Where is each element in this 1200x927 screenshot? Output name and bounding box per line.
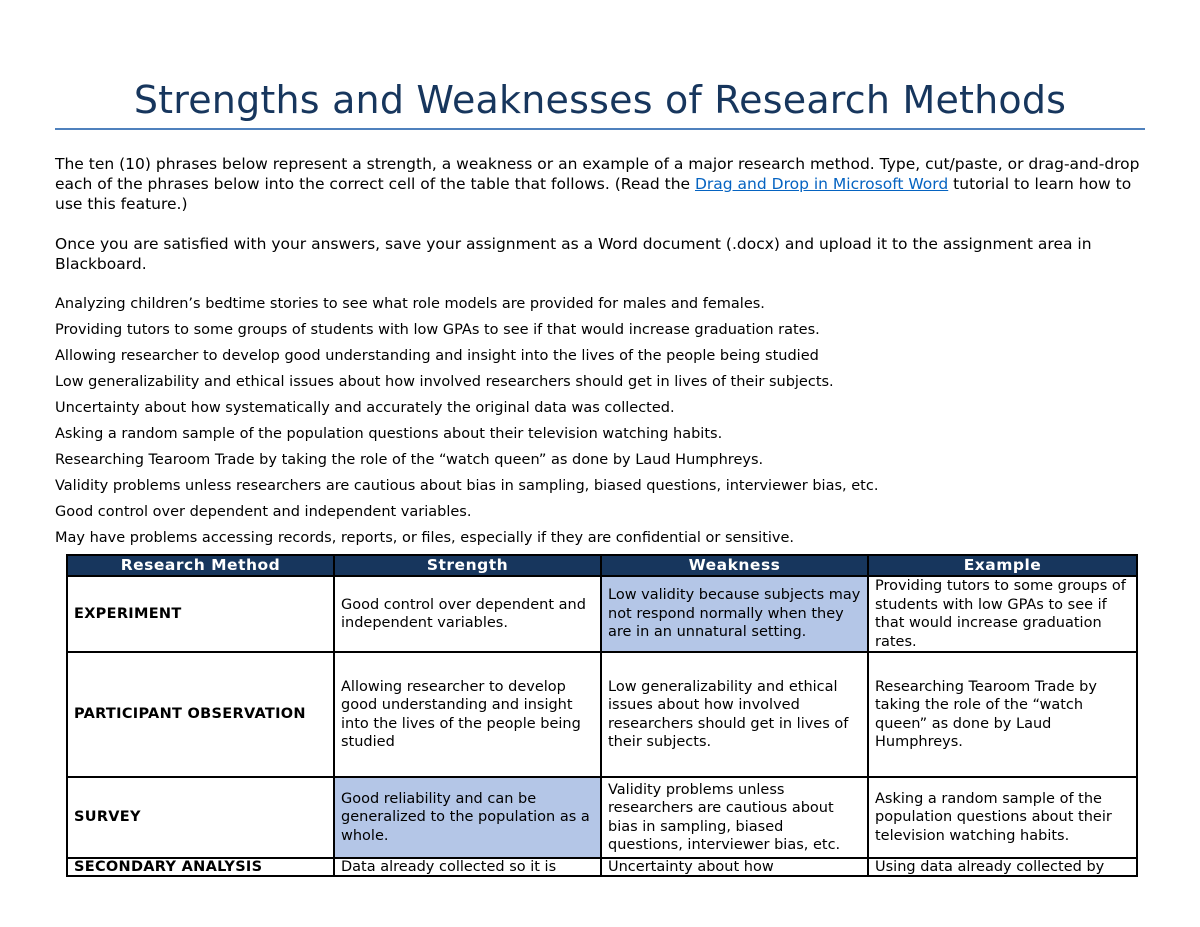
cell-text: Good control over dependent and independent variables. (341, 596, 586, 631)
phrase-item[interactable]: Validity problems unless researchers are cautious about bias in sampling, biased questions, interviewer bias, etc. (55, 478, 879, 494)
cell-text: Providing tutors to some groups of students with low GPAs to see if that would increase graduation rates. (875, 578, 1126, 650)
phrase-item[interactable]: Uncertainty about how systematically and accurately the original data was collected. (55, 400, 675, 416)
instructions (55, 154, 1145, 294)
phrase-list (55, 294, 1145, 554)
method-cell: SURVEY (67, 777, 334, 858)
instructions-text: The ten (10) phrases below represent a strength, a weakness or an example of a major research method. Type, cut/paste, or drag-and-drop each of the phrases below into the correct cell of the table that follows. (Read the (55, 155, 1140, 193)
phrase-item[interactable]: Providing tutors to some groups of students with low GPAs to see if that would increase graduation rates. (55, 322, 820, 338)
weakness-cell[interactable] (601, 652, 868, 777)
cell-text: Using data already collected by (875, 859, 1105, 875)
method-cell: SECONDARY ANALYSIS (67, 858, 334, 876)
cell-text: Uncertainty about how (608, 859, 774, 875)
research-methods-table (66, 554, 1138, 877)
table-row (67, 652, 1137, 777)
instructions-paragraph-2: Once you are satisfied with your answers, save your assignment as a Word document (.docx) and upload it to the assignment area in Blackboard. (55, 235, 1092, 273)
cell-text: Allowing researcher to develop good understanding and insight into the lives of the people being studied (341, 678, 581, 750)
phrase-item[interactable]: May have problems accessing records, reports, or files, especially if they are confidential or sensitive. (55, 530, 795, 546)
instructions-text-end: tutorial to learn how to use this feature.) (55, 175, 1132, 213)
strength-cell[interactable] (334, 858, 601, 876)
table-header-row (67, 555, 1137, 576)
strength-cell[interactable] (334, 777, 601, 858)
example-cell[interactable] (868, 576, 1137, 652)
cell-text: Low validity because subjects may not respond normally when they are in an unnatural setting. (608, 587, 861, 641)
table-row (67, 858, 1137, 876)
cell-text: Researching Tearoom Trade by taking the role of the “watch queen” as done by Laud Humphreys. (875, 678, 1097, 750)
example-cell[interactable] (868, 652, 1137, 777)
header-research-method: Research Method (67, 555, 334, 576)
cell-text: Data already collected so it is (341, 859, 557, 875)
table-row (67, 777, 1137, 858)
strength-cell[interactable] (334, 576, 601, 652)
phrase-item[interactable]: Asking a random sample of the population questions about their television watching habits. (55, 426, 723, 442)
title-underline (55, 128, 1145, 130)
drag-drop-tutorial-link[interactable]: Drag and Drop in Microsoft Word (694, 175, 949, 193)
weakness-cell[interactable] (601, 777, 868, 858)
weakness-cell[interactable] (601, 576, 868, 652)
table-row (67, 576, 1137, 652)
phrase-item[interactable]: Analyzing children’s bedtime stories to see what role models are provided for males and females. (55, 296, 765, 312)
cell-text: Good reliability and can be generalized to the population as a whole. (341, 790, 590, 844)
example-cell[interactable] (868, 777, 1137, 858)
method-cell: EXPERIMENT (67, 576, 334, 652)
header-weakness: Weakness (601, 555, 868, 576)
cell-text: Low generalizability and ethical issues about how involved researchers should get in lives of their subjects. (608, 678, 849, 750)
example-cell[interactable] (868, 858, 1137, 876)
phrase-item[interactable]: Good control over dependent and independent variables. (55, 504, 472, 520)
phrase-item[interactable]: Researching Tearoom Trade by taking the role of the “watch queen” as done by Laud Humphreys. (55, 452, 764, 468)
weakness-cell[interactable] (601, 858, 868, 876)
phrase-item[interactable]: Low generalizability and ethical issues about how involved researchers should get in lives of their subjects. (55, 374, 834, 390)
strength-cell[interactable] (334, 652, 601, 777)
page-title: Strengths and Weaknesses of Research Methods (133, 78, 1067, 122)
cell-text: Asking a random sample of the population questions about their television watching habits. (875, 790, 1112, 844)
header-strength: Strength (334, 555, 601, 576)
method-cell: PARTICIPANT OBSERVATION (67, 652, 334, 777)
phrase-item[interactable]: Allowing researcher to develop good understanding and insight into the lives of the people being studied (55, 348, 819, 364)
header-example: Example (868, 555, 1137, 576)
instructions-paragraph-1 (55, 154, 1145, 214)
cell-text: Validity problems unless researchers are cautious about bias in sampling, biased questions, interviewer bias, etc. (608, 781, 841, 853)
